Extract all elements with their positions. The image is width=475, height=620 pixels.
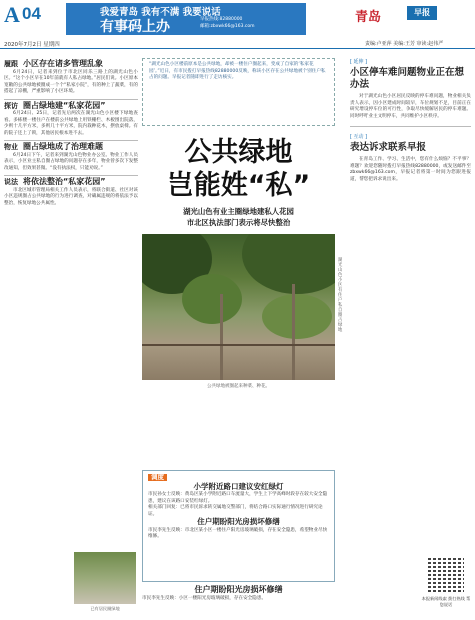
- tree-shape: [242, 234, 335, 294]
- section-text: 市北区城市管理局相关工作人员表示，将联合街道、社区对该小区违规圈占公共绿地的行为进行调查，对确属违规的将依法予以整治，恢复绿地公共属性。: [4, 187, 138, 206]
- bottom-headline: 住户期盼阳光房损坏修缮: [194, 585, 283, 594]
- slogan-line1: 我爱青岛 我有不满 我要说话: [100, 7, 221, 18]
- section-text: [350, 157, 471, 183]
- box-title: 小学附近路口建议安红绿灯: [193, 481, 284, 491]
- inquiry-box: [142, 470, 335, 582]
- qr-block: [420, 556, 472, 616]
- right-column: [350, 58, 471, 183]
- divider: [350, 126, 471, 127]
- photo-caption: 公共绿地被圈起来种菜、种花。: [207, 384, 270, 389]
- left-column: [4, 58, 138, 548]
- headline-line1: 公共绿地: [184, 137, 293, 168]
- divider: [4, 99, 138, 100]
- subheadline-line1: 湖光山色有业主圈绿地建私人花园: [183, 207, 294, 216]
- bush-shape: [182, 274, 242, 324]
- section-label: [ 互动 ]: [350, 134, 368, 140]
- section-tag: 说法: [4, 178, 18, 186]
- vertical-caption: 湖光山色小区有住户私自圈占绿地: [338, 258, 343, 333]
- qr-caption: 本报新闻线索 拨打热线 帮您说话: [421, 596, 471, 607]
- subheadline-line2: 市北区执法部门表示将尽快整治: [186, 218, 291, 227]
- small-photo-caption: 已有居民圈绿地: [90, 606, 120, 611]
- section-label: [ 延伸 ]: [350, 59, 368, 65]
- subheadline: [142, 206, 335, 228]
- email-label: 邮箱:zbxwk66@163.com: [200, 24, 255, 29]
- section-text: 6月24日、25日，记者先后两次在湖光山色小区楼下绿地查看。多栋楼一楼住户在楼前公共绿地上用铁栅栏、木板围出院落，少则十几平方米，多则几十平方米，院内栽种花木，摆放桌椅。有的院子还上了锁，其他居民根本进不去。: [4, 111, 138, 136]
- feature-photo: [142, 234, 335, 380]
- section-heading: [4, 100, 138, 110]
- section-text: 6月24日，记者来到位于市北区同乐三路上的湖光山色小区。“这个小区早在10年前就有人私占绿地。”居民们说。小区原本宽敞的公共绿地被圈成一个个“私家小院”，有的种上了蔬菜，有的搭起了凉棚，严重影响了小区环境。: [4, 69, 138, 94]
- issue-date: 2020年7月2日 星期四: [4, 42, 60, 48]
- slogan-line2: 有事码上办: [100, 19, 170, 35]
- fence-rail: [142, 344, 335, 346]
- section-tag: 履跟: [4, 60, 18, 68]
- small-photo: [74, 552, 136, 604]
- page-number: 04: [22, 4, 41, 23]
- header-divider: [0, 48, 475, 49]
- section-title: 小区存在诸多管理乱象: [23, 59, 103, 68]
- box-text: 相关部门回复：已将市民诉求转交属地交警部门，将结合路口实际通行情况进行研究论证。: [148, 505, 323, 517]
- section-text: 6月24日下午，记者来到湖光山色物业办公室。物业工作人员表示，小区业主私自圈占绿地的问题存在多年，物业曾多次下发整改通知，但效果甚微。“没有执法权，只能劝说。”: [4, 152, 138, 171]
- hotline-label: 早报热线:82880000: [200, 17, 243, 22]
- section-title: 圈占绿地建“私家花园”: [23, 100, 106, 110]
- newspaper-logo: 青岛: [355, 10, 382, 25]
- box-title-2: 住户期盼阳光房损坏修缮: [197, 517, 280, 526]
- page-header: [0, 0, 475, 38]
- section-heading: [4, 179, 138, 186]
- intro-box: “湖光山色小区楼前原本是公共绿地，却被一楼住户圈起来，变成了自家的‘私家花园’。”近日，有市民拨打早报热线82880000反映，称该小区存在公共绿地被个别住户私占的问题。早报记者随即进行了走访核实。: [142, 58, 335, 126]
- section-title: 小区停车难问题物业正在想办法: [350, 67, 465, 90]
- logo-badge: 早报: [407, 6, 437, 20]
- section-title: 表达诉求联系早报: [350, 142, 427, 153]
- section-tag: 物业: [4, 143, 18, 151]
- bush-shape: [262, 294, 332, 339]
- section-text: [350, 94, 471, 120]
- editor-credits: 责编:卢亚萍 美编:王芳 审读:赵伟严: [365, 41, 444, 47]
- box-text: 市民李先生反映：市北区某小区一楼住户阳光房玻璃破损，存在安全隐患，希望物业尽快维修。: [148, 527, 328, 539]
- headline: [142, 136, 335, 202]
- divider: [4, 140, 138, 141]
- section-title: 圈占绿地成了治理难题: [23, 142, 103, 151]
- paragraph: 在青岛工作、学习、生活中，您有什么烦恼？不平事？难题？欢迎您随时拨打早报热线82880000，或发送邮件至zbxwk66@163.com，早报记者将第一时间为您跟进报道，帮您把诉求说出来。: [350, 157, 471, 182]
- bottom-text: 市民李先生反映：小区一楼阳光房玻璃破损，存在安全隐患。: [142, 596, 267, 601]
- section-letter: A: [4, 2, 20, 27]
- paragraph: 对于湖光山色小区居民反映的停车难问题，物业相关负责人表示，因小区建成时间较早，车位规划不足，目前正在研究增设停车位的可行性，争取尽快缓解居民的停车难题。同时呼吁业主文明停车，共同维护小区秩序。: [350, 94, 471, 119]
- fence-post: [220, 294, 223, 380]
- qr-pattern: [428, 556, 464, 592]
- box-tag: 调度: [148, 474, 167, 481]
- box-text: 市民孙女士反映：黄岛区某小学附近路口车流量大，学生上下学高峰时段存在较大安全隐患，建议在该路口安装红绿灯。: [148, 492, 328, 504]
- section-heading: [4, 61, 138, 68]
- divider: [4, 175, 138, 176]
- section-tag: 探访: [4, 101, 18, 110]
- headline-line2: 岂能姓“私”: [166, 170, 311, 201]
- section-heading: [4, 144, 138, 151]
- fence-post: [292, 284, 295, 380]
- section-title: 将依法整治“私家花园”: [23, 177, 106, 186]
